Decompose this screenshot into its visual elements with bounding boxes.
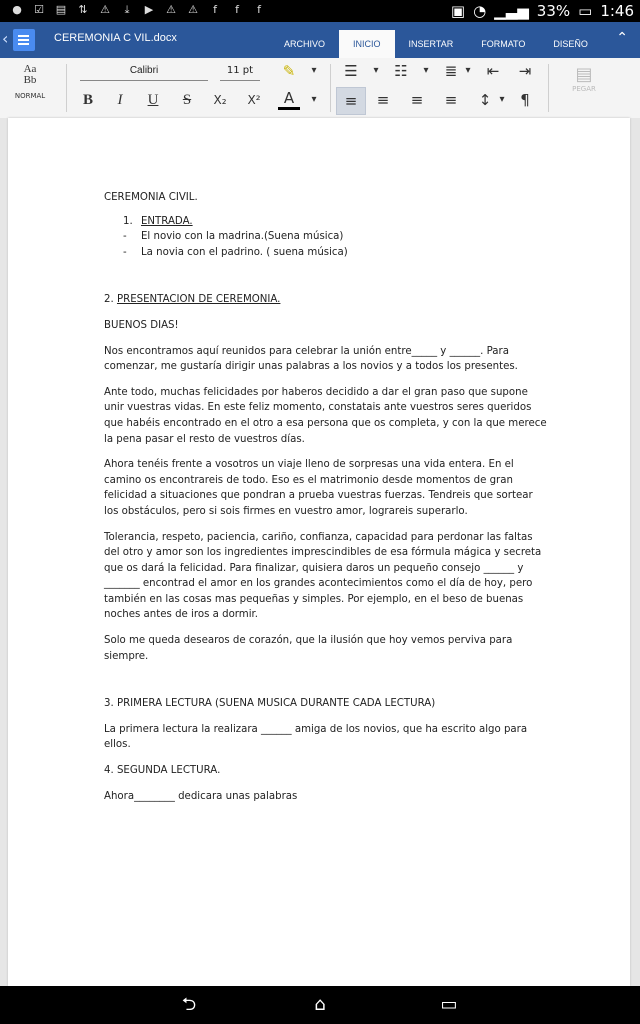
bullet-list-icon[interactable]: ☷ bbox=[394, 62, 408, 80]
bold-button[interactable]: B bbox=[82, 92, 93, 108]
no-sim-icon: ▣ bbox=[450, 2, 466, 20]
increase-indent-icon[interactable]: ⇥ bbox=[518, 62, 532, 80]
tab-insertar[interactable]: INSERTAR bbox=[408, 39, 454, 49]
document-page[interactable] bbox=[8, 118, 630, 986]
facebook-icon: f bbox=[257, 3, 261, 16]
divider bbox=[330, 64, 331, 112]
multilevel-list-icon[interactable]: ≣ bbox=[444, 62, 458, 80]
chevron-down-icon[interactable]: ▾ bbox=[465, 65, 471, 76]
section-2-title: PRESENTACION DE CEREMONIA. bbox=[116, 294, 281, 306]
paragraph: Solo me queda desearos de corazón, que la ilusión que hoy vemos perviva para siempre. bbox=[104, 635, 513, 662]
chevron-down-icon[interactable]: ▾ bbox=[311, 94, 317, 105]
ribbon-tabs bbox=[270, 22, 602, 58]
style-sample-aa: Aa bbox=[23, 63, 37, 75]
document-icon[interactable] bbox=[13, 29, 35, 51]
tab-formato[interactable]: FORMATO bbox=[481, 39, 526, 49]
section-3-heading: 3. PRIMERA LECTURA (SUENA MUSICA DURANTE CADA LECTURA) bbox=[104, 698, 436, 710]
document-area[interactable] bbox=[0, 118, 640, 986]
line-spacing-icon[interactable]: ↕ bbox=[478, 91, 492, 109]
warning-icon: ⚠ bbox=[166, 3, 176, 16]
style-sample-bb: Bb bbox=[23, 74, 37, 86]
section-2-heading bbox=[104, 292, 548, 308]
home-icon[interactable]: ⌂ bbox=[314, 994, 326, 1015]
tab-archivo[interactable]: ARCHIVO bbox=[284, 39, 326, 49]
justify-button[interactable]: ≡ bbox=[444, 91, 458, 109]
align-center-button[interactable]: ≡ bbox=[376, 91, 390, 109]
greeting: BUENOS DIAS! bbox=[104, 319, 179, 331]
document-title: CEREMONIA C VIL.docx bbox=[54, 32, 177, 44]
status-bar bbox=[0, 0, 640, 22]
tab-inicio[interactable]: INICIO bbox=[339, 30, 395, 58]
facebook-icon: f bbox=[213, 3, 217, 16]
wifi-icon: ◔ bbox=[473, 2, 487, 20]
style-name: NORMAL bbox=[14, 92, 46, 100]
usb-icon: ⇅ bbox=[78, 3, 88, 16]
paragraph: Tolerancia, respeto, paciencia, cariño, confianza, capacidad para perdonar las faltas del otro y amor son los ingredientes imprescindibles de esa fórmula mágica y secreta que os dará la felicidad. Para finalizar, quisiera daros un pequeño consejo ______ y _______ encontrad el amor en los grandes acontecimientos como el día de hoy, pero también en las cosas mas pequeñas y simples. Por ejemplo, en el beso de buenas noches antes de iros a dormir. bbox=[104, 531, 542, 621]
recent-apps-icon[interactable]: ▭ bbox=[440, 994, 458, 1015]
font-size-dropdown[interactable]: 11 pt bbox=[220, 62, 260, 81]
collapse-ribbon-icon[interactable]: ⌃ bbox=[616, 30, 628, 46]
facebook-icon: f bbox=[235, 3, 239, 16]
warning-icon: ⚠ bbox=[100, 3, 110, 16]
clipboard-icon: ▤ bbox=[575, 64, 593, 85]
paste-label: PEGAR bbox=[572, 85, 596, 93]
font-name-dropdown[interactable]: Calibri bbox=[80, 62, 208, 81]
chevron-down-icon[interactable]: ▾ bbox=[423, 65, 429, 76]
sim-icon: ▤ bbox=[55, 3, 67, 16]
back-arrow-icon[interactable]: ‹ bbox=[2, 29, 9, 48]
section-4-heading: 4. SEGUNDA LECTURA. bbox=[104, 765, 221, 777]
paragraph: Ahora________ dedicara unas palabras bbox=[104, 790, 298, 802]
chevron-down-icon[interactable]: ▾ bbox=[311, 65, 317, 76]
notification-icons bbox=[10, 3, 266, 17]
document-heading: CEREMONIA CIVIL. bbox=[104, 192, 198, 203]
style-picker[interactable] bbox=[6, 64, 54, 108]
superscript-button[interactable]: X² bbox=[247, 93, 261, 107]
paragraph: Ante todo, muchas felicidades por haberos decidido a dar el gran paso que supone unir vuestras vidas. En este feliz momento, constatais ante vuestros seres queridos que habéis encontrado en el otro a esa persona que os completa, y con la que merece la pena pasar el resto de vuestros días. bbox=[104, 386, 547, 445]
underline-button[interactable]: U bbox=[147, 92, 159, 108]
align-left-button[interactable]: ≡ bbox=[336, 87, 366, 115]
clock: 1:46 bbox=[600, 2, 634, 20]
bullet-text: El novio con la madrina.(Suena música) bbox=[141, 231, 344, 243]
battery-icon: ▭ bbox=[578, 2, 593, 20]
paragraph: Ahora tenéis frente a vosotros un viaje lleno de sorpresas una vida entera. En el camino os encontrareis de todo. Eso es el matrimonio desde momentos de gran felicidad a situaciones que pondran a prueba vuestras fuerzas. Tendreis que sortear los obstáculos, pero si sois firmes en vuestro amor, lograreis superarlo. bbox=[104, 459, 533, 517]
numbered-list-icon[interactable]: ☰ bbox=[344, 62, 358, 80]
italic-button[interactable]: I bbox=[117, 92, 123, 108]
bullet-mark: - bbox=[123, 231, 127, 243]
section-2-number: 2. bbox=[104, 294, 117, 306]
divider bbox=[66, 64, 67, 112]
paste-button[interactable] bbox=[566, 64, 602, 108]
strikethrough-button[interactable]: S bbox=[182, 92, 192, 108]
back-icon[interactable]: ⮌ bbox=[181, 994, 197, 1015]
list-item bbox=[104, 214, 548, 230]
ribbon-toolbar bbox=[0, 58, 640, 119]
bullet-text: La novia con el padrino. ( suena música) bbox=[141, 246, 348, 258]
paragraph: La primera lectura la realizara ______ amiga de los novios, que ha escrito algo para ellos. bbox=[104, 723, 528, 751]
chevron-down-icon[interactable]: ▾ bbox=[499, 94, 505, 105]
list-number: 1. bbox=[123, 215, 133, 227]
list-item bbox=[104, 245, 548, 261]
align-right-button[interactable]: ≡ bbox=[410, 91, 424, 109]
paragraph: Nos encontramos aquí reunidos para celebrar la unión entre_____ y ______. Para comenzar, me gustaría dirigir unas palabras a los novios y a todos los presentes. bbox=[104, 345, 518, 373]
subscript-button[interactable]: X₂ bbox=[213, 93, 227, 107]
tab-diseno[interactable]: DISEÑO bbox=[553, 39, 588, 49]
divider bbox=[548, 64, 549, 112]
font-color-icon[interactable]: A bbox=[278, 89, 300, 110]
status-right bbox=[451, 2, 634, 20]
bullet-mark: - bbox=[123, 246, 127, 258]
video-icon: ▶ bbox=[144, 3, 154, 16]
show-marks-icon[interactable]: ¶ bbox=[520, 91, 530, 109]
signal-icon: ▁▃▅ bbox=[494, 2, 529, 20]
download-icon: ⤓ bbox=[124, 3, 130, 16]
section-1-title: ENTRADA. bbox=[141, 215, 193, 227]
spacer bbox=[104, 674, 548, 696]
navigation-bar bbox=[0, 986, 640, 1024]
check-icon: ☑ bbox=[34, 3, 44, 16]
list-item bbox=[104, 229, 548, 245]
document-content[interactable] bbox=[104, 190, 548, 814]
highlight-icon[interactable]: ✎ bbox=[282, 62, 296, 80]
notification-icon: ● bbox=[12, 3, 22, 16]
chevron-down-icon[interactable]: ▾ bbox=[373, 65, 379, 76]
warning-icon: ⚠ bbox=[188, 3, 198, 16]
decrease-indent-icon[interactable]: ⇤ bbox=[486, 62, 500, 80]
battery-percent: 33% bbox=[536, 2, 571, 20]
spacer bbox=[104, 270, 548, 292]
